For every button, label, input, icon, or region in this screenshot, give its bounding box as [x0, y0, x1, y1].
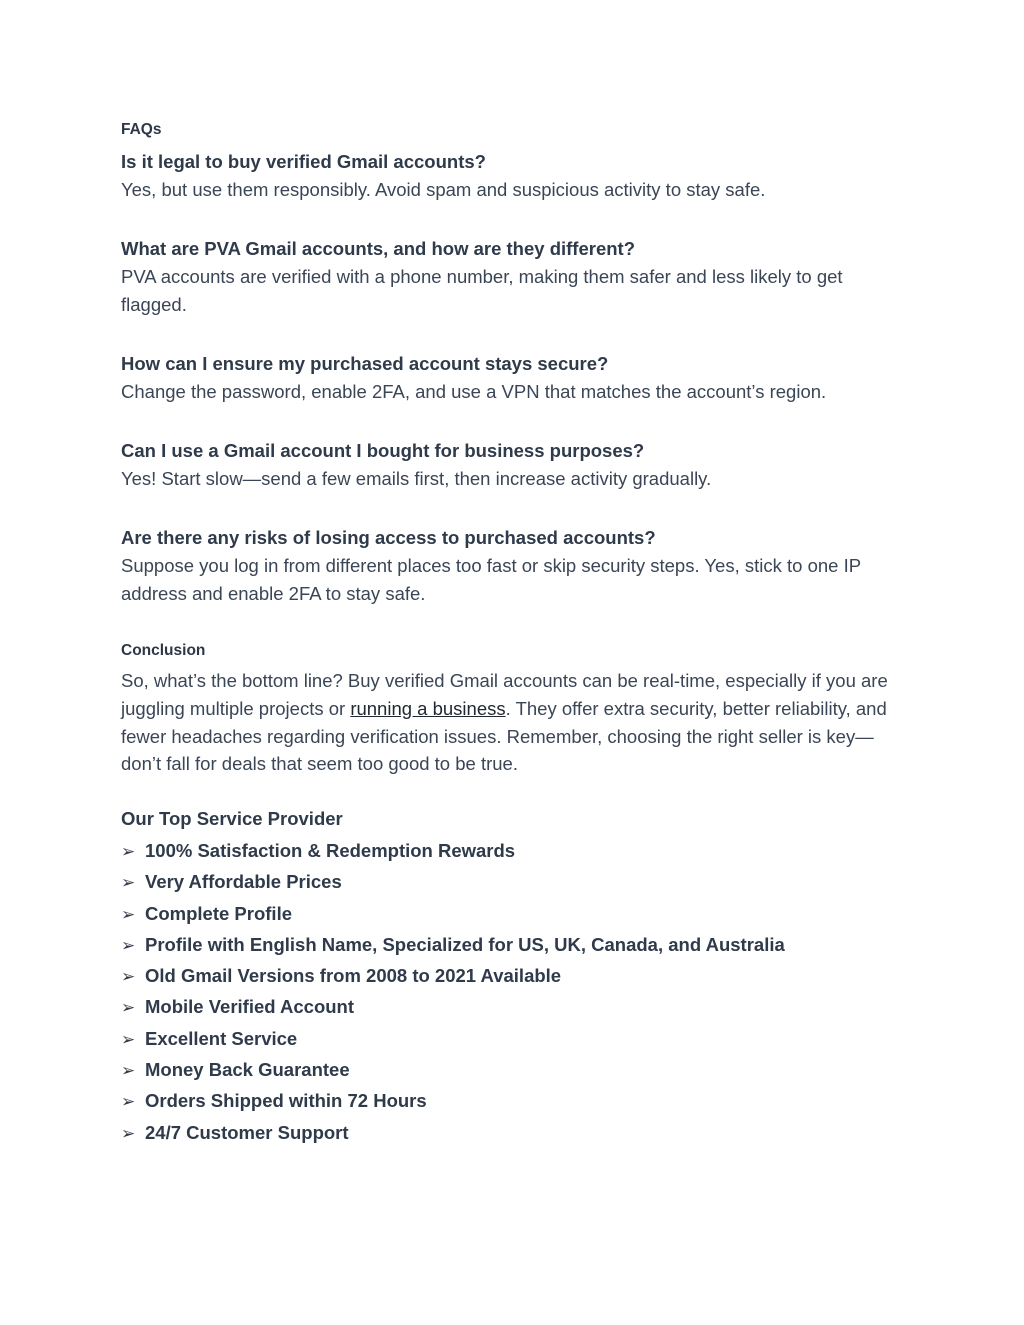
faq-question: Is it legal to buy verified Gmail accounts?: [121, 151, 486, 172]
faq-question: Can I use a Gmail account I bought for business purposes?: [121, 440, 645, 461]
arrow-bullet-icon: ➢: [121, 998, 136, 1019]
faq-answer: PVA accounts are verified with a phone number, making them safer and less likely to get flagged.: [121, 266, 843, 315]
list-item-label: Money Back Guarantee: [145, 1059, 350, 1081]
providers-title: Our Top Service Provider: [121, 808, 343, 829]
arrow-bullet-icon: ➢: [121, 1123, 136, 1144]
conclusion-text-end: . They offer extra security, better reliability, and fewer headaches regarding verification issues. Remember, choosing the right seller is key—don’t fall for deals that seem too good to be true.: [121, 697, 887, 775]
list-item-label: 100% Satisfaction & Redemption Rewards: [145, 840, 516, 861]
list-item-label: 24/7 Customer Support: [145, 1121, 349, 1143]
arrow-bullet-icon: ➢: [121, 1092, 136, 1113]
conclusion-text-start: So, what’s the bottom line? Buy verified Gmail accounts can be real-time, especially if you are juggling multiple projects or: [121, 670, 888, 719]
list-item-label: Orders Shipped within 72 Hours: [145, 1090, 427, 1112]
arrow-bullet-icon: ➢: [121, 873, 136, 894]
list-item: [121, 1119, 785, 1150]
list-item: [121, 931, 785, 962]
list-item: [121, 993, 785, 1024]
list-item-label: Very Affordable Prices: [145, 871, 342, 893]
list-item-label: Profile with English Name, Specialized for US, UK, Canada, and Australia: [145, 933, 785, 955]
faq-question: Are there any risks of losing access to purchased accounts?: [121, 527, 656, 548]
faq-question: What are PVA Gmail accounts, and how are they different?: [121, 238, 635, 259]
list-item: [121, 837, 785, 868]
conclusion-heading: Conclusion: [121, 642, 206, 659]
faq-answer: Suppose you log in from different places too fast or skip security steps. Yes, stick to one IP address and enable 2FA to stay safe.: [121, 555, 861, 604]
list-item: [121, 900, 785, 931]
list-item-label: Old Gmail Versions from 2008 to 2021 Available: [145, 965, 562, 987]
list-item-label: Complete Profile: [145, 902, 292, 924]
arrow-bullet-icon: ➢: [121, 935, 136, 956]
arrow-bullet-icon: ➢: [121, 967, 136, 988]
arrow-bullet-icon: ➢: [121, 842, 136, 862]
features-list: [121, 837, 785, 1150]
arrow-bullet-icon: ➢: [121, 1061, 136, 1082]
arrow-bullet-icon: ➢: [121, 904, 136, 925]
arrow-bullet-icon: ➢: [121, 1029, 136, 1050]
faq-answer: Yes, but use them responsibly. Avoid spam and suspicious activity to stay safe.: [121, 179, 766, 200]
list-item: [121, 1087, 785, 1118]
list-item: [121, 1056, 785, 1087]
faq-heading: FAQs: [121, 121, 162, 138]
faq-question: How can I ensure my purchased account stays secure?: [121, 353, 609, 374]
list-item: [121, 962, 785, 993]
list-item-label: Excellent Service: [145, 1027, 298, 1049]
conclusion-paragraph: [121, 667, 906, 778]
list-item-label: Mobile Verified Account: [145, 996, 355, 1018]
faq-answer: Change the password, enable 2FA, and use a VPN that matches the account’s region.: [121, 381, 827, 402]
list-item: [121, 1025, 785, 1056]
running-a-business-link[interactable]: running a business: [350, 697, 506, 719]
faq-answer: Yes! Start slow—send a few emails first, then increase activity gradually.: [121, 468, 712, 489]
list-item: [121, 868, 785, 899]
